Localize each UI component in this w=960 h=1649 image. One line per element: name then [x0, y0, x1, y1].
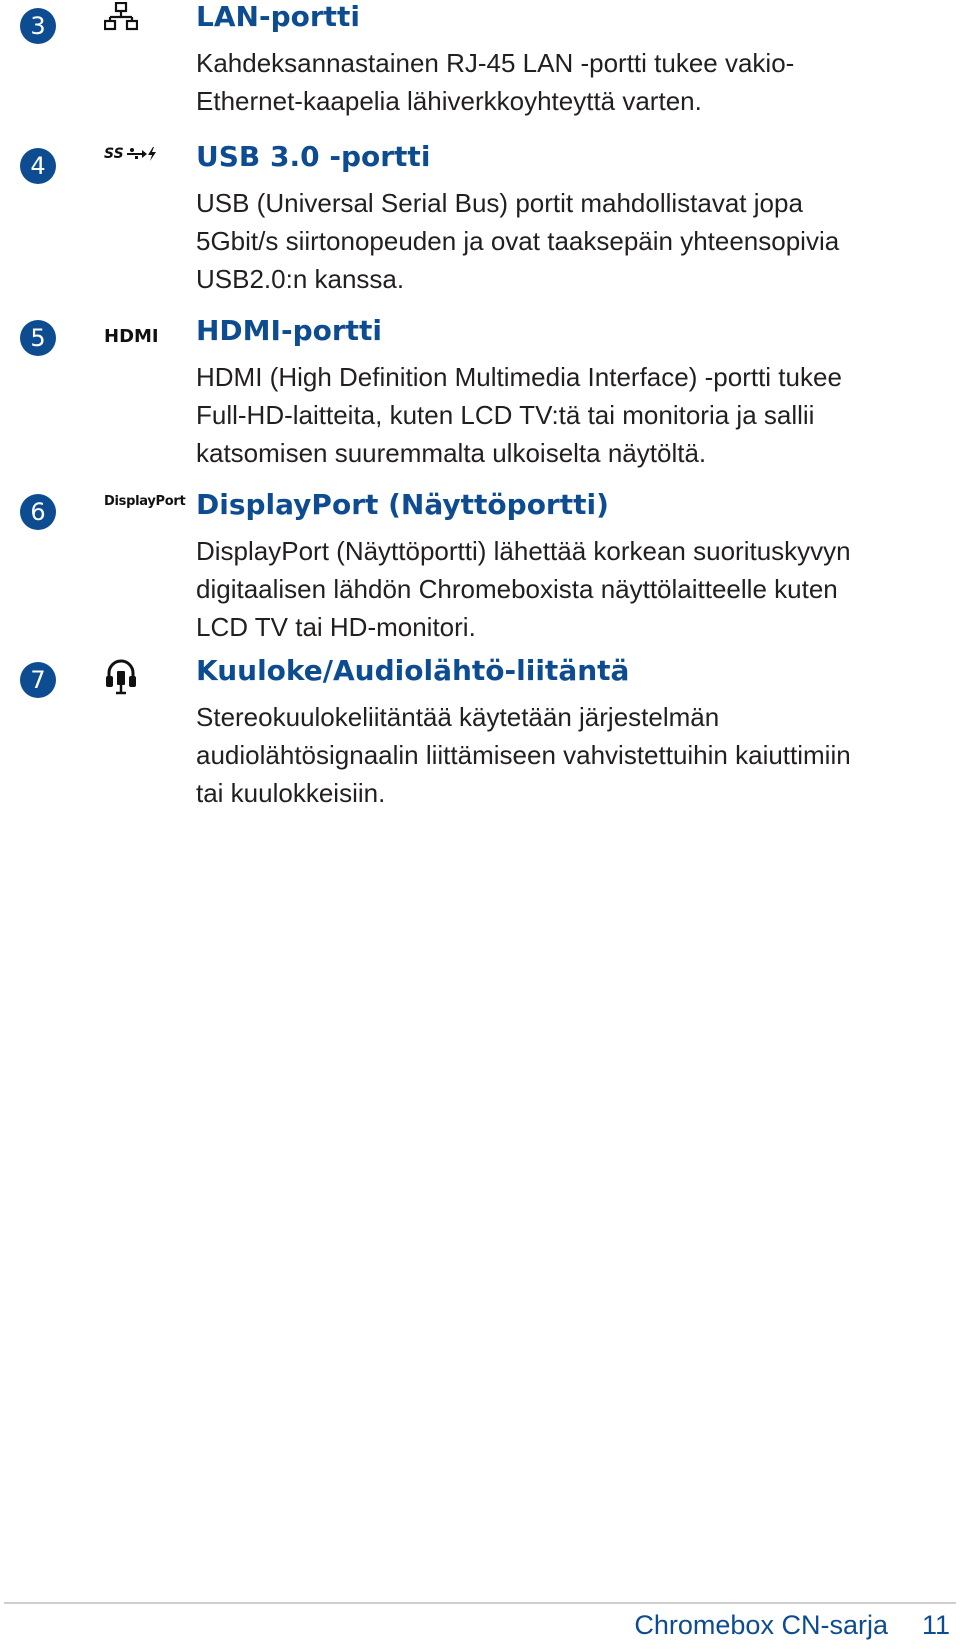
description-line: audiolähtösignaalin liittämiseen vahvistettuihin kaiuttimiin [196, 740, 851, 770]
usb-ss-label: SS [104, 146, 124, 162]
usb-superspeed-icon [104, 146, 158, 162]
description-line: USB2.0:n kanssa. [196, 264, 405, 294]
section-description [196, 358, 842, 472]
description-line: HDMI (High Definition Multimedia Interface) -portti tukee [196, 362, 842, 392]
hdmi-label: HDMI [104, 326, 159, 347]
description-line: tai kuulokkeisiin. [196, 778, 386, 808]
displayport-label: DisplayPort [104, 494, 186, 509]
item-number: 4 [30, 152, 46, 180]
item-number-badge [20, 8, 56, 44]
page-footer [634, 1610, 950, 1641]
description-line: Full-HD-laitteita, kuten LCD TV:tä tai monitoria ja sallii [196, 400, 815, 430]
item-number-badge [20, 148, 56, 184]
item-number-badge [20, 494, 56, 530]
description-line: LCD TV tai HD-monitori. [196, 612, 476, 642]
displayport-icon [104, 494, 185, 509]
section-title: DisplayPort (Näyttöportti) [196, 488, 609, 521]
section-description [196, 532, 851, 646]
item-number: 3 [30, 12, 46, 40]
description-line: digitaalisen lähdön Chromeboxista näyttölaitteelle kuten [196, 574, 838, 604]
description-line: Kahdeksannastainen RJ-45 LAN -portti tukee vakio- [196, 48, 795, 78]
description-line: Stereokuulokeliitäntää käytetään järjestelmän [196, 702, 720, 732]
description-line: Ethernet-kaapelia lähiverkkoyhteyttä varten. [196, 86, 702, 116]
section-description [196, 698, 851, 812]
section-title: Kuuloke/Audiolähtö-liitäntä [196, 654, 630, 687]
section-description [196, 184, 839, 298]
footer-divider [4, 1602, 956, 1604]
item-number-badge [20, 320, 56, 356]
section-description [196, 44, 794, 120]
section-title: LAN-portti [196, 0, 361, 33]
item-number: 5 [30, 324, 46, 352]
headphone-icon [104, 656, 138, 696]
footer-title: Chromebox CN-sarja [634, 1610, 888, 1640]
item-number-badge [20, 662, 56, 698]
description-line: DisplayPort (Näyttöportti) lähettää korkean suorituskyvyn [196, 536, 851, 566]
description-line: katsomisen suuremmalta ulkoiselta näytöltä. [196, 438, 707, 468]
section-title: USB 3.0 -portti [196, 140, 431, 173]
hdmi-icon [104, 326, 159, 347]
page-number: 11 [921, 1610, 950, 1640]
description-line: USB (Universal Serial Bus) portit mahdollistavat jopa [196, 188, 803, 218]
lan-port-icon [104, 2, 138, 32]
section-title: HDMI-portti [196, 314, 383, 347]
item-number: 7 [30, 666, 46, 694]
description-line: 5Gbit/s siirtonopeuden ja ovat taaksepäin yhteensopivia [196, 226, 840, 256]
item-number: 6 [30, 498, 46, 526]
